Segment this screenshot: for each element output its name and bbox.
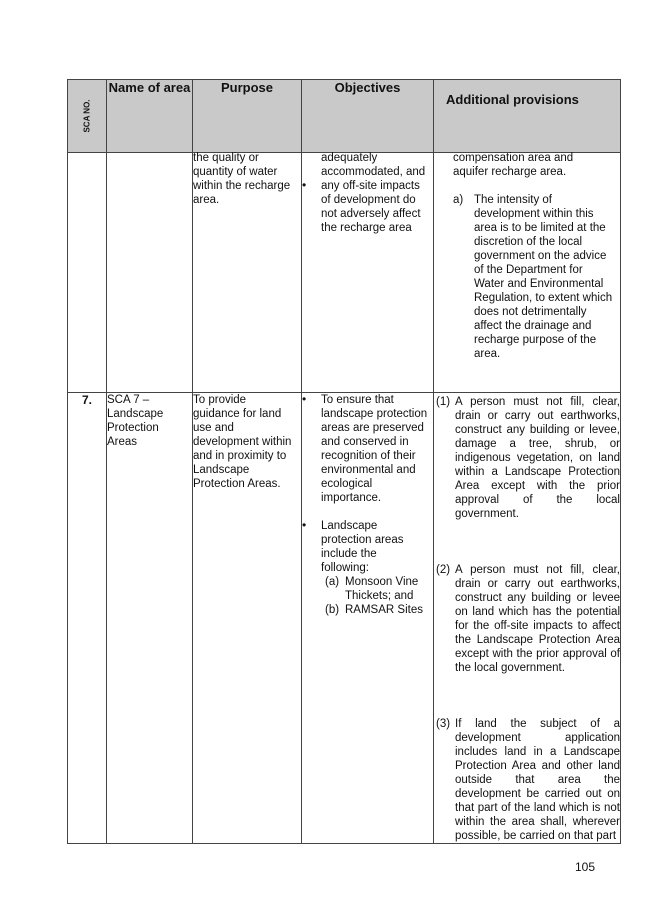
- purpose-text: To provide guidance for land use and development within and in proximity to Landscape Protection Areas.: [193, 394, 292, 490]
- cell-provisions: [434, 393, 621, 844]
- objective-bullet: [302, 179, 433, 235]
- provision-number: (1): [436, 396, 451, 408]
- sublist-label: (b): [325, 604, 340, 616]
- provision-text: A person must not fill, clear, drain or carry out earthworks, construct any building or levee on land which has the potential for the off-site impacts to affect the Landscape Protection Area except with the prior approval of the local government.: [455, 564, 620, 674]
- sublist-item-b: [325, 603, 433, 617]
- provisions-intro-text: compensation area and aquifer recharge area.: [453, 152, 574, 178]
- cell-provisions: [434, 153, 621, 393]
- cell-sca-number: 7.: [68, 393, 107, 844]
- cell-purpose: [193, 153, 302, 393]
- bullet-icon: •: [302, 518, 307, 532]
- area-name-text: SCA 7 – Landscape Protection Areas: [107, 394, 164, 448]
- header-additional-provisions: Additional provisions: [434, 80, 621, 153]
- cell-purpose: [193, 393, 302, 844]
- provision-number: (2): [436, 564, 451, 576]
- table-row-sca7: [68, 393, 621, 844]
- page-number: 105: [575, 860, 596, 874]
- objective-continued-text: adequately accommodated, and: [321, 152, 426, 178]
- provision-number: (3): [436, 718, 451, 730]
- provision-1: [436, 395, 620, 521]
- sublist-text: Monsoon Vine Thickets; and: [345, 576, 419, 602]
- bullet-icon: •: [302, 392, 307, 406]
- provision-text: If land the subject of a development application includes land in a Landscape Protection Area and other land outside that area the development be carried out on that part of the land which is not within the area shall, wherever possible, be carried on that part: [455, 718, 620, 842]
- objective-bullet-2: [302, 519, 433, 617]
- bullet-icon: •: [302, 178, 307, 192]
- header-purpose: Purpose: [193, 80, 302, 153]
- cell-area-name: [107, 393, 193, 844]
- header-sca-no: SCA NO.: [68, 80, 107, 153]
- table-header-row: [68, 80, 621, 153]
- objective-2-text: Landscape protection areas include the following:: [321, 520, 404, 574]
- provisions-table: [67, 79, 621, 844]
- sublist-label: (a): [325, 576, 340, 588]
- provision-2: [436, 563, 620, 675]
- table-row-continued: [68, 153, 621, 393]
- cell-name: [107, 153, 193, 393]
- header-objectives: Objectives: [302, 80, 434, 153]
- header-name-of-area: Name of area: [107, 80, 193, 153]
- sublist-text: RAMSAR Sites: [345, 604, 423, 616]
- objective-1-text: To ensure that landscape protection areas are preserved and conserved in recognition of their environmental and ecological importance.: [321, 394, 428, 504]
- provision-text: A person must not fill, clear, drain or carry out earthworks, construct any building or levee, damage a tree, shrub, or indigenous vegetation, on land within a Landscape Protection Area except with the prior approval of the local government.: [455, 396, 620, 520]
- provision-3: [436, 717, 620, 843]
- objective-bullet-1: [302, 393, 433, 505]
- provision-a-text: The intensity of development within this area is to be limited at the discretion of the local government on the advice of the Department for Water and Environmental Regulation, to extent which does not detrimentally affect the drainage and recharge purpose of the area.: [474, 194, 613, 360]
- objective-sublist: [321, 575, 433, 617]
- purpose-text: the quality or quantity of water within the recharge area.: [193, 152, 291, 206]
- cell-objectives: [302, 153, 434, 393]
- provision-a-label: a): [453, 194, 464, 206]
- cell-sca-no: [68, 153, 107, 393]
- provision-a: [434, 193, 620, 361]
- cell-objectives: [302, 393, 434, 844]
- sublist-item-a: [325, 575, 433, 603]
- objective-bullet-text: any off-site impacts of development do not adversely affect the recharge area: [321, 180, 421, 234]
